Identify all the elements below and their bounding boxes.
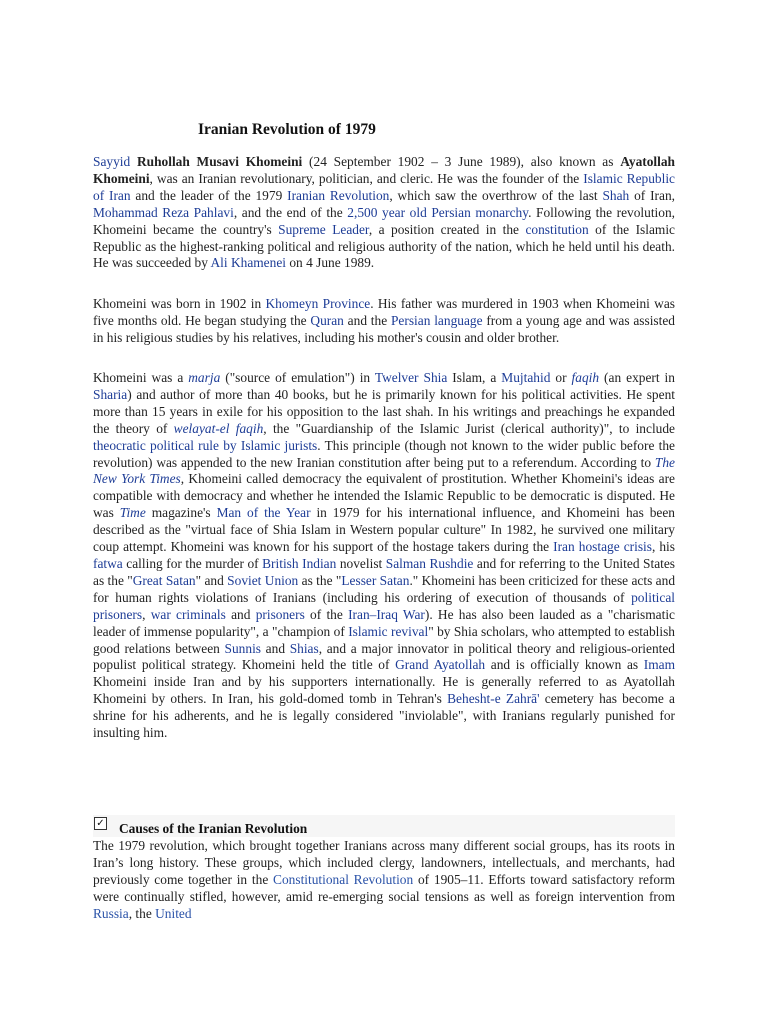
text-run: calling for the murder of [122, 555, 263, 571]
text-run: from a young age and was assisted in his religious studies by his relatives, including his mother's cousin and older brother. [93, 312, 676, 345]
link-prisoners[interactable]: prisoners [255, 606, 305, 622]
link-iranian-revolution[interactable]: Iranian Revolution [287, 187, 390, 203]
text-run: ). He has also been lauded as a "charismatic leader of immense popularity", a "champion of [93, 606, 675, 639]
text-run: and the leader of the 1979 [130, 187, 288, 203]
text-run: Khomeini was a [93, 370, 189, 385]
text-run: , and a major innovator in political theory and religious-oriented populist political strategy. Khomeini held the title of [93, 640, 675, 673]
text-run: , [142, 606, 151, 622]
text-run: , a position created in the [368, 221, 526, 237]
text-run: , the [128, 905, 156, 921]
link-theocratic-rule[interactable]: theocratic political rule by Islamic jurists [93, 437, 318, 453]
link-marja[interactable] [188, 370, 220, 385]
italic-run: Time [119, 505, 146, 521]
text-run: of 1905–11. Efforts toward satisfactory reform were continually stifled, however, amid re-emerging social tensions as well as foreign intervention from [93, 871, 675, 904]
text-run: and [225, 606, 256, 622]
link-lesser-satan[interactable]: Lesser Satan [341, 572, 410, 588]
text-run: novelist [336, 555, 386, 571]
link-sayyid[interactable]: Sayyid [93, 154, 131, 169]
link-political-prisoners[interactable]: political prisoners [93, 589, 675, 622]
text-run: " and [195, 572, 228, 588]
text-run: , his [651, 539, 675, 555]
link-soviet-union[interactable]: Soviet Union [227, 572, 299, 588]
link-great-satan[interactable]: Great Satan [132, 572, 196, 588]
text-run: , and the end of the [233, 204, 348, 220]
link-sunnis[interactable]: Sunnis [224, 640, 261, 656]
link-islamic-republic[interactable]: Islamic Republic of Iran [93, 170, 675, 203]
link-khomeyn-province[interactable]: Khomeyn Province [265, 296, 371, 311]
text-run: ) and author of more than 40 books, but he is primarily known for his political activities. He spent more than 15 years in exile for his opposition to the last shah. In his writings and preachings he expanded the theory of [93, 386, 675, 436]
text-run: in 1979 for his international influence, and Khomeini has been described as the "virtual face of Shia Islam in Western popular culture" In 1982, he survived one military coup attempt. Khomeini was known for his support of the hostage takers during the [93, 505, 675, 555]
name-bold: Ruhollah Musavi Khomeini [130, 154, 303, 169]
text-run: of the [304, 606, 349, 622]
text-run: and is officially known as [485, 657, 644, 673]
text-run: of Iran, [629, 187, 675, 203]
ayatollah-bold: Ayatollah Khomeini [93, 154, 676, 186]
text-run: cemetery has become a shrine for his adherents, and he is legally considered "inviolable", with Iranians regularly punished for insulting him. [93, 691, 675, 741]
text-run: on 4 June 1989. [286, 255, 375, 271]
link-persian-monarchy[interactable]: 2,500 year old Persian monarchy [347, 204, 529, 220]
italic-run: faqih [571, 370, 600, 385]
text-run: and the [343, 312, 391, 328]
link-mujtahid[interactable]: Mujtahid [501, 370, 551, 385]
link-constitutional-revolution[interactable]: Constitutional Revolution [273, 871, 414, 887]
link-pahlavi[interactable]: Mohammad Reza Pahlavi [93, 204, 234, 220]
link-persian-language[interactable]: Persian language [390, 312, 483, 328]
text-run: (24 September 1902 – 3 June 1989), also known as [302, 154, 621, 169]
text-run: ("source of emulation") in [220, 370, 375, 385]
paragraph-intro [93, 154, 675, 272]
text-run: Islam, a [447, 370, 502, 385]
link-british-indian[interactable]: British Indian [262, 555, 337, 571]
link-welayat-el-faqih[interactable] [174, 421, 264, 436]
text-run: or [550, 370, 572, 385]
text-run: . His father was murdered in 1903 when Khomeini was five months old. He began studying the [93, 296, 676, 328]
text-run: Khomeini inside Iran and by his supporters internationally. He is generally referred to as Ayatollah Khomeini by others. In Iran, his gold-domed tomb in Tehran's [93, 674, 675, 707]
link-time[interactable] [120, 505, 146, 520]
italic-run: welayat-el faqih [173, 420, 264, 436]
text-run: The 1979 revolution, which brought together Iranians across many different social groups, has its roots in Iran’s long history. These groups, which included clergy, landowners, intellectuals, and merchants, had previously come together in the [93, 838, 675, 887]
link-faqih[interactable] [572, 370, 600, 385]
link-russia[interactable]: Russia [93, 905, 129, 921]
text-run: , Khomeini called democracy the equivalent of prostitution. Whether Khomeini's ideas are compatible with democracy and whether he intended the Islamic Republic to be democratic is disputed. He was [93, 471, 675, 521]
link-salman-rushdie[interactable]: Salman Rushdie [385, 555, 474, 571]
link-grand-ayatollah[interactable]: Grand Ayatollah [395, 657, 486, 673]
paragraph-career [93, 370, 675, 742]
link-khamenei[interactable]: Ali Khamenei [210, 255, 286, 271]
section-heading: Causes of the Iranian Revolution [119, 821, 308, 836]
link-shias[interactable]: Shias [289, 640, 319, 656]
link-behesht-e-zahra[interactable]: Behesht-e Zahrā' [447, 691, 540, 707]
text-run: Khomeini was born in 1902 in [93, 296, 266, 311]
text-run: , the "Guardianship of the Islamic Jurist (clerical authority)", to include [263, 420, 676, 436]
italic-run: marja [188, 370, 221, 385]
italic-run: The New York Times [93, 454, 675, 487]
link-sharia[interactable]: Sharia [93, 386, 128, 402]
text-run: as the " [298, 572, 342, 588]
text-run: magazine's [145, 505, 217, 521]
link-constitution[interactable]: constitution [525, 221, 589, 237]
link-hostage-crisis[interactable]: Iran hostage crisis [553, 539, 652, 555]
link-shah[interactable]: Shah [602, 187, 630, 203]
text-run: . This principle (though not known to the wider public before the revolution) was appended to the new Iranian constitution after being put to a referendum. According to [93, 437, 675, 470]
link-war-criminals[interactable]: war criminals [150, 606, 226, 622]
section-heading-row [93, 815, 675, 837]
text-run: (an expert in [599, 370, 675, 385]
text-run: and [261, 640, 290, 656]
text-run: , which saw the overthrow of the last [389, 187, 603, 203]
link-iran-iraq-war[interactable]: Iran–Iraq War [348, 606, 425, 622]
paragraph-early-life [93, 296, 675, 347]
text-run: , was an Iranian revolutionary, politician, and cleric. He was the founder of the [149, 170, 584, 186]
text-run: " by Shia scholars, who attempted to establish good relations between [93, 623, 675, 656]
link-fatwa[interactable]: fatwa [93, 555, 123, 571]
text-run: and for referring to the United States as the " [93, 555, 676, 588]
checkbox-icon[interactable]: ✓ [94, 817, 107, 830]
text-run: of the Islamic Republic as the highest-ranking political and religious authority of the nation, which he held until his death. He was succeeded by [93, 221, 675, 271]
text-run: ." Khomeini has been criticized for these acts and for human rights violations of Iranians (including his ordering of execution of thousands of [93, 572, 676, 605]
link-man-of-the-year[interactable]: Man of the Year [216, 505, 311, 521]
link-quran[interactable]: Quran [310, 312, 344, 328]
paragraph-causes [93, 838, 675, 923]
link-imam[interactable]: Imam [643, 657, 675, 673]
text-run: . Following the revolution, Khomeini became the country's [93, 204, 676, 237]
document-title: Iranian Revolution of 1979 [198, 121, 376, 138]
link-twelver-shia[interactable]: Twelver Shia [374, 370, 448, 385]
link-supreme-leader[interactable]: Supreme Leader [278, 221, 369, 237]
link-united[interactable]: United [155, 905, 192, 921]
link-islamic-revival[interactable]: Islamic revival [348, 623, 429, 639]
